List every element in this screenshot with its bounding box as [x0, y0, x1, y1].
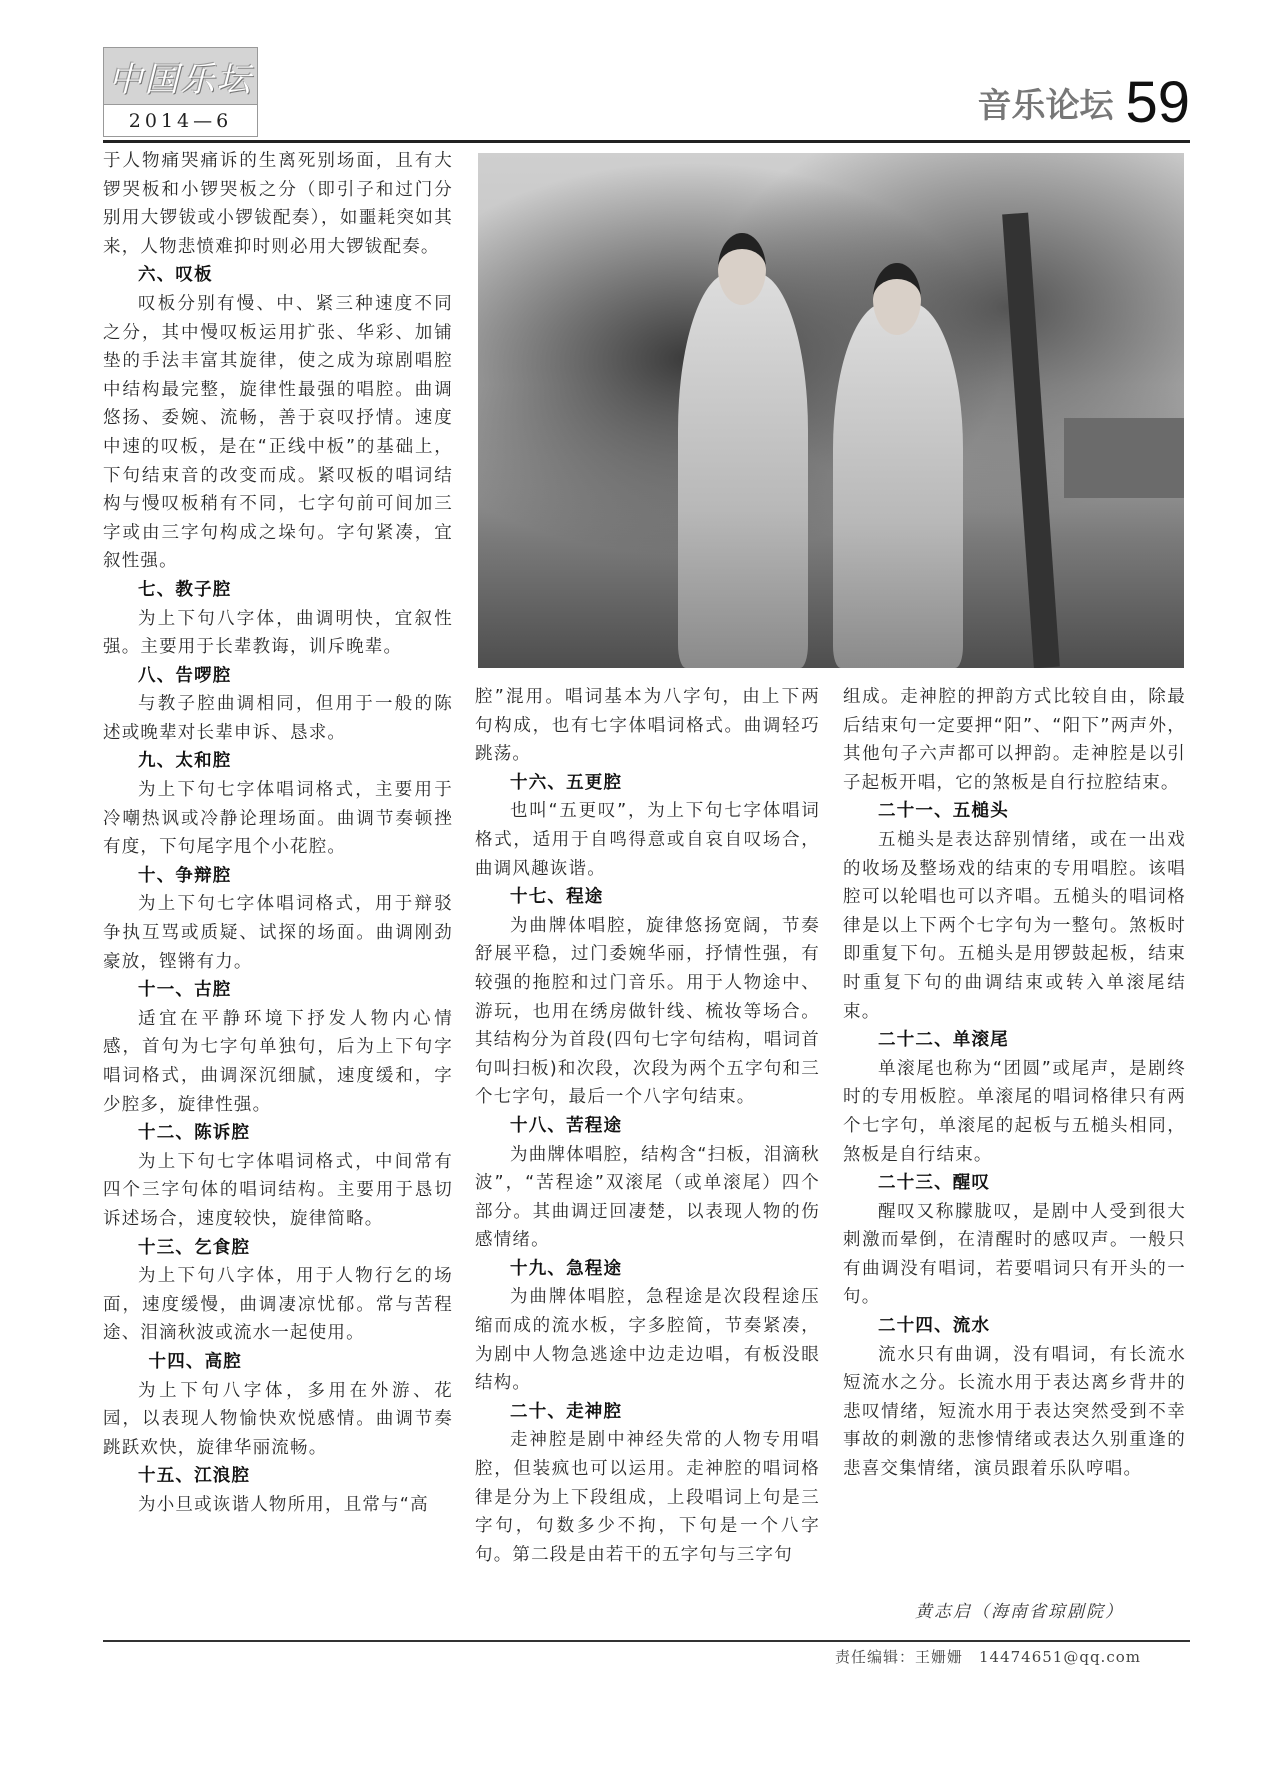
section-heading: 二十四、流水 [878, 1316, 991, 1337]
paragraph: 与教子腔曲调相同，但用于一般的陈述或晚辈对长辈申诉、恳求。 [103, 694, 453, 743]
section-heading: 十三、乞食腔 [138, 1237, 251, 1258]
opera-stage-photo [478, 153, 1184, 668]
paragraph: 为上下句八字体，曲调明快，宜叙性强。主要用于长辈教诲，训斥晚辈。 [103, 608, 453, 658]
tree-trunk-shape [1002, 213, 1060, 668]
section-heading: 二十、走神腔 [510, 1401, 623, 1422]
author-byline: 黄志启（海南省琼剧院） [915, 1602, 1124, 1622]
paragraph-continued: 于人物痛哭痛诉的生离死别场面，且有大锣哭板和小锣哭板之分（即引子和过门分别用大锣钹或小锣钹配奏），如噩耗突如其来，人物悲愤难抑时则必用大锣钹配奏。 [103, 151, 453, 257]
paragraph: 五槌头是表达辞别情绪，或在一出戏的收场及整场戏的结束的专用唱腔。该唱腔可以轮唱也可以齐唱。五槌头的唱词格律是以上下两个七字句为一整句。煞板时即重复下句。五槌头是用锣鼓起板，结束时重复下句的曲调结束或转入单滚尾结束。 [843, 829, 1186, 1022]
section-heading: 二十二、单滚尾 [878, 1030, 1009, 1051]
section-heading: 十九、急程途 [510, 1258, 623, 1279]
section-heading: 十一、古腔 [138, 980, 232, 1001]
paragraph: 醒叹又称朦胧叹，是剧中人受到很大刺激而晕倒，在清醒时的感叹声。一般只有曲调没有唱词，若要唱词只有开头的一句。 [843, 1201, 1186, 1308]
magazine-name: 中国乐坛 [104, 48, 257, 105]
section-heading: 八、告啰腔 [138, 665, 232, 686]
header-divider [103, 140, 1190, 143]
section-heading: 二十三、醒叹 [878, 1173, 991, 1194]
paragraph: 为曲牌体唱腔，急程途是次段程途压缩而成的流水板，字多腔简，节奏紧凑，为剧中人物急逃途中边走边唱，有板没眼结构。 [475, 1287, 820, 1394]
paragraph: 单滚尾也称为“团圆”或尾声，是剧终时的专用板腔。单滚尾的唱词格律只有两个七字句，单滚尾的起板与五槌头相同，煞板是自行结束。 [843, 1058, 1186, 1165]
paragraph-continued: 组成。走神腔的押韵方式比较自由，除最后结束句一定要押“阳”、“阳下”两声外，其他句子六声都可以押韵。走神腔是以引子起板开唱，它的煞板是自行拉腔结束。 [843, 687, 1186, 793]
paragraph: 流水只有曲调，没有唱词，有长流水短流水之分。长流水用于表达离乡背井的悲叹情绪，短流水用于表达突然受到不幸事故的刺激的悲惨情绪或表达久别重逢的悲喜交集情绪，演员跟着乐队哼唱。 [843, 1344, 1186, 1480]
paragraph: 适宜在平静环境下抒发人物内心情感，首句为七字句单独句，后为上下句字唱词格式，曲调深沉细腻，速度缓和，字少腔多，旋律性强。 [103, 1008, 453, 1115]
performer-right-head [873, 263, 921, 335]
section-heading: 七、教子腔 [138, 579, 232, 600]
section-heading: 十、争辩腔 [138, 865, 232, 886]
paragraph: 走神腔是剧中神经失常的人物专用唱腔，但装疯也可以运用。走神腔的唱词格律是分为上下段组成，上段唱词上句是三字句，句数多少不拘，下句是一个八字句。第二段是由若干的五字句与三字句 [475, 1430, 820, 1565]
article-column-3 [843, 683, 1186, 1484]
section-name: 音乐论坛 [977, 86, 1114, 126]
page-number: 59 [1125, 70, 1190, 135]
article-column-2 [475, 683, 820, 1569]
paragraph: 为曲牌体唱腔，结构含“扫板，泪滴秋波”，“苦程途”双滚尾（或单滚尾）四个部分。其曲调迂回凄楚，以表现人物的伤感情绪。 [475, 1144, 820, 1251]
section-heading: 十四、高腔 [148, 1351, 242, 1372]
magazine-logo [103, 47, 258, 137]
section-header [977, 70, 1190, 135]
performer-right [833, 303, 963, 668]
section-heading: 六、叹板 [138, 265, 213, 286]
paragraph: 为小旦或诙谐人物所用，且常与“高 [138, 1494, 429, 1515]
section-heading: 十六、五更腔 [510, 772, 623, 793]
issue-date: 2014—6 [128, 109, 233, 132]
section-heading: 九、太和腔 [138, 751, 232, 772]
performer-left-head [718, 233, 766, 305]
performer-left [678, 273, 808, 668]
paragraph: 为上下句七字体唱词格式，用于辩驳争执互骂或质疑、试探的场面。曲调刚劲豪放，铿锵有力。 [103, 894, 453, 972]
paragraph: 为曲牌体唱腔，旋律悠扬宽阔，节奏舒展平稳，过门委婉华丽，抒情性强，有较强的拖腔和过门音乐。用于人物途中、游玩，也用在绣房做针线、梳妆等场合。其结构分为首段(四句七字句结构，唱词首句叫扫板)和次段，次段为两个五字句和三个七字句，最后一个八字句结束。 [475, 915, 820, 1108]
section-heading: 二十一、五槌头 [878, 801, 1009, 822]
section-heading: 十八、苦程途 [510, 1115, 623, 1136]
paragraph: 为上下句八字体，多用在外游、花园，以表现人物愉快欢悦感情。曲调节奏跳跃欢快，旋律华丽流畅。 [103, 1380, 453, 1458]
section-heading: 十七、程途 [510, 887, 604, 908]
paragraph-continued: 腔”混用。唱词基本为八字句，由上下两句构成，也有七字体唱词格式。曲调轻巧跳荡。 [475, 687, 820, 765]
paragraph: 也叫“五更叹”，为上下句七字体唱词格式，适用于自鸣得意或自哀自叹场合，曲调风趣诙谐。 [475, 801, 820, 879]
paragraph: 为上下句八字体，用于人物行乞的场面，速度缓慢，曲调凄凉忧郁。常与苦程途、泪滴秋波或流水一起使用。 [103, 1266, 453, 1344]
paragraph: 为上下句七字体唱词格式，主要用于冷嘲热讽或冷静论理场面。曲调节奏顿挫有度，下句尾字甩个小花腔。 [103, 780, 453, 858]
paragraph: 为上下句七字体唱词格式，中间常有四个三字句体的唱词结构。主要用于恳切诉述场合，速度较快，旋律简略。 [103, 1151, 453, 1229]
stone-table-shape [1064, 418, 1184, 498]
section-heading: 十二、陈诉腔 [138, 1123, 251, 1144]
footer-divider [103, 1640, 1190, 1642]
section-heading: 十五、江浪腔 [138, 1466, 251, 1487]
article-column-1 [103, 147, 453, 1520]
editor-credit: 责任编辑：王姗姗 14474651@qq.com [835, 1648, 1141, 1666]
paragraph: 叹板分别有慢、中、紧三种速度不同之分，其中慢叹板运用扩张、华彩、加铺垫的手法丰富其旋律，使之成为琼剧唱腔中结构最完整，旋律性最强的唱腔。曲调悠扬、委婉、流畅，善于哀叹抒情。速度中速的叹板，是在“正线中板”的基础上，下句结束音的改变而成。紧叹板的唱词结构与慢叹板稍有不同，七字句前可间加三字或由三字句构成之垛句。字句紧凑，宜叙性强。 [103, 293, 453, 572]
